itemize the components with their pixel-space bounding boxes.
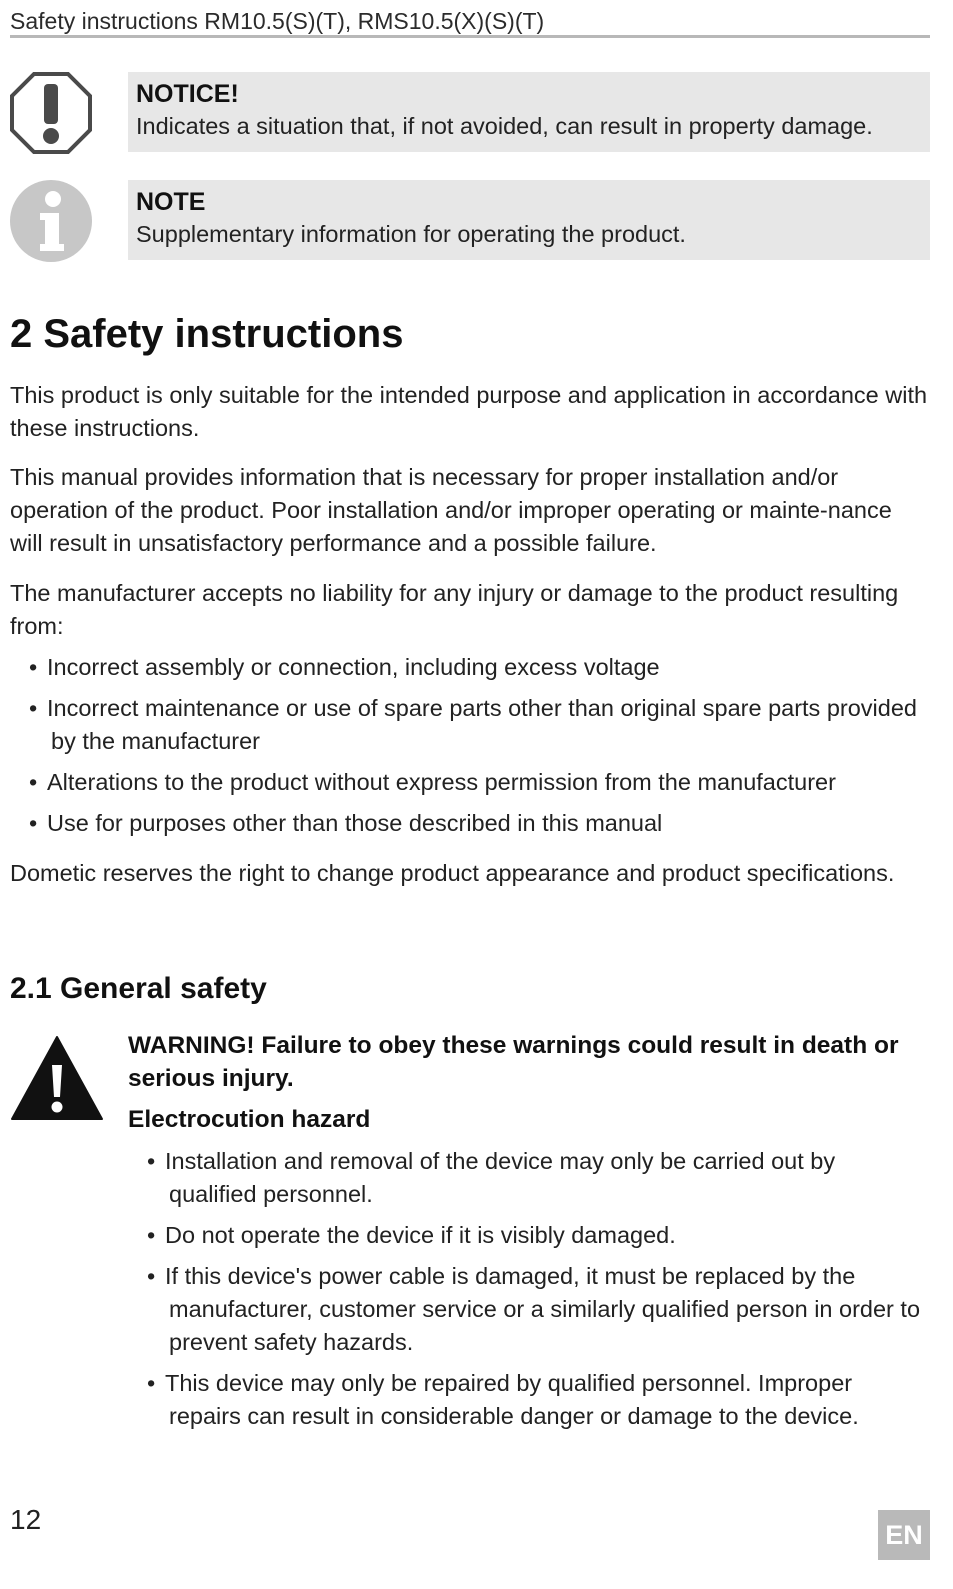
notice-exclamation-octagon-icon [10, 72, 92, 154]
notice-callout [10, 72, 930, 154]
section-title: 2 Safety instructions [10, 312, 404, 356]
list-item: • Use for purposes other than those described in this manual [10, 807, 925, 840]
notice-title: NOTICE! [136, 80, 239, 108]
language-badge: EN [878, 1510, 930, 1560]
info-circle-icon [10, 180, 92, 262]
warning-title: WARNING! Failure to obey these warnings could result in death or serious injury. [128, 1032, 899, 1092]
warning-triangle-icon [10, 1035, 104, 1121]
list-item: • Incorrect assembly or connection, including excess voltage [10, 651, 925, 684]
manual-paragraph: This manual provides information that is necessary for proper installation and/or operation of the product. Poor installation and/or improper operating or mainte-nance will result in unsatisfactory performance and a possible failure. [10, 464, 892, 556]
notice-box [128, 72, 930, 152]
notice-text: Indicates a situation that, if not avoided, can result in property damage. [136, 113, 873, 139]
subsection-title: 2.1 General safety [10, 972, 267, 1005]
liability-paragraph: The manufacturer accepts no liability for any injury or damage to the product resulting from: [10, 580, 899, 639]
note-callout [10, 180, 930, 262]
list-item: • Alterations to the product without express permission from the manufacturer [10, 766, 925, 799]
hazard-list [128, 1145, 928, 1441]
list-item: • Do not operate the device if it is visibly damaged. [128, 1219, 928, 1252]
intro-paragraph: This product is only suitable for the intended purpose and application in accordance with these instructions. [10, 382, 928, 441]
closing-paragraph: Dometic reserves the right to change product appearance and product specifications. [10, 860, 895, 886]
list-item: • This device may only be repaired by qualified personnel. Improper repairs can result in considerable danger or damage to the device. [128, 1367, 928, 1433]
hazard-title: Electrocution hazard [128, 1106, 371, 1133]
list-item: • Installation and removal of the device may only be carried out by qualified personnel. [128, 1145, 928, 1211]
list-item: • If this device's power cable is damaged, it must be replaced by the manufacturer, customer service or a similarly qualified person in order to prevent safety hazards. [128, 1260, 928, 1359]
list-item: • Incorrect maintenance or use of spare parts other than original spare parts provided by the manufacturer [10, 692, 925, 758]
page-number: 12 [10, 1504, 42, 1535]
note-text: Supplementary information for operating the product. [136, 221, 686, 247]
note-box [128, 180, 930, 260]
liability-list [10, 651, 925, 848]
running-header: Safety instructions RM10.5(S)(T), RMS10.5(X)(S)(T) [10, 4, 930, 38]
note-title: NOTE [136, 188, 206, 216]
